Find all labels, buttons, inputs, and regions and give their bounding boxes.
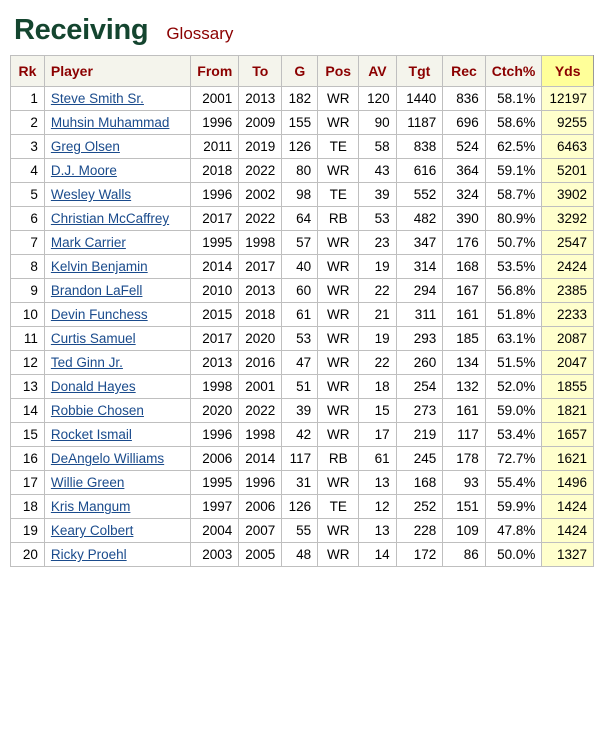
- cell-position: WR: [318, 399, 359, 423]
- cell-yards: 1855: [542, 375, 594, 399]
- cell-av: 61: [359, 447, 396, 471]
- cell-receptions: 134: [443, 351, 486, 375]
- cell-receptions: 185: [443, 327, 486, 351]
- cell-from: 1995: [191, 231, 239, 255]
- cell-catch-pct: 50.0%: [485, 543, 542, 567]
- cell-av: 19: [359, 255, 396, 279]
- player-link[interactable]: Rocket Ismail: [50, 427, 132, 442]
- cell-yards: 3902: [542, 183, 594, 207]
- cell-position: RB: [318, 447, 359, 471]
- cell-receptions: 178: [443, 447, 486, 471]
- cell-from: 2011: [191, 135, 239, 159]
- cell-targets: 172: [396, 543, 443, 567]
- table-row: [11, 495, 594, 519]
- cell-player: [44, 231, 190, 255]
- cell-games: 80: [282, 159, 318, 183]
- cell-to: 2013: [239, 87, 282, 111]
- cell-to: 2007: [239, 519, 282, 543]
- cell-player: [44, 519, 190, 543]
- cell-from: 2018: [191, 159, 239, 183]
- cell-catch-pct: 56.8%: [485, 279, 542, 303]
- cell-player: [44, 327, 190, 351]
- player-link[interactable]: Brandon LaFell: [50, 283, 143, 298]
- cell-yards: 1621: [542, 447, 594, 471]
- table-row: [11, 519, 594, 543]
- column-header-player[interactable]: Player: [44, 56, 190, 87]
- column-header-yds[interactable]: Yds: [542, 56, 594, 87]
- cell-position: WR: [318, 423, 359, 447]
- cell-position: WR: [318, 231, 359, 255]
- cell-to: 2022: [239, 399, 282, 423]
- cell-games: 155: [282, 111, 318, 135]
- cell-games: 98: [282, 183, 318, 207]
- column-header-av[interactable]: AV: [359, 56, 396, 87]
- cell-receptions: 176: [443, 231, 486, 255]
- cell-games: 57: [282, 231, 318, 255]
- cell-av: 58: [359, 135, 396, 159]
- cell-catch-pct: 59.9%: [485, 495, 542, 519]
- cell-av: 90: [359, 111, 396, 135]
- cell-rank: 1: [11, 87, 45, 111]
- cell-to: 2020: [239, 327, 282, 351]
- player-link[interactable]: D.J. Moore: [50, 163, 117, 178]
- cell-to: 2018: [239, 303, 282, 327]
- cell-from: 2006: [191, 447, 239, 471]
- cell-player: [44, 543, 190, 567]
- cell-av: 13: [359, 519, 396, 543]
- player-link[interactable]: DeAngelo Williams: [50, 451, 165, 466]
- column-header-rk[interactable]: Rk: [11, 56, 45, 87]
- cell-to: 2016: [239, 351, 282, 375]
- cell-from: 2001: [191, 87, 239, 111]
- cell-games: 40: [282, 255, 318, 279]
- cell-position: TE: [318, 495, 359, 519]
- player-link[interactable]: Steve Smith Sr.: [50, 91, 144, 106]
- cell-rank: 18: [11, 495, 45, 519]
- table-row: [11, 207, 594, 231]
- cell-games: 53: [282, 327, 318, 351]
- cell-targets: 293: [396, 327, 443, 351]
- cell-position: WR: [318, 375, 359, 399]
- player-link[interactable]: Devin Funchess: [50, 307, 148, 322]
- cell-player: [44, 447, 190, 471]
- cell-catch-pct: 47.8%: [485, 519, 542, 543]
- cell-from: 1996: [191, 183, 239, 207]
- cell-player: [44, 135, 190, 159]
- cell-position: WR: [318, 327, 359, 351]
- cell-rank: 17: [11, 471, 45, 495]
- cell-from: 1998: [191, 375, 239, 399]
- player-link[interactable]: Willie Green: [50, 475, 125, 490]
- table-row: [11, 471, 594, 495]
- player-link[interactable]: Robbie Chosen: [50, 403, 144, 418]
- cell-rank: 13: [11, 375, 45, 399]
- cell-targets: 1440: [396, 87, 443, 111]
- cell-yards: 5201: [542, 159, 594, 183]
- table-row: [11, 351, 594, 375]
- cell-player: [44, 87, 190, 111]
- cell-player: [44, 399, 190, 423]
- cell-rank: 3: [11, 135, 45, 159]
- cell-yards: 1424: [542, 519, 594, 543]
- cell-from: 2014: [191, 255, 239, 279]
- cell-targets: 482: [396, 207, 443, 231]
- cell-catch-pct: 63.1%: [485, 327, 542, 351]
- cell-games: 31: [282, 471, 318, 495]
- column-header-tgt[interactable]: Tgt: [396, 56, 443, 87]
- table-row: [11, 111, 594, 135]
- cell-from: 2010: [191, 279, 239, 303]
- cell-games: 55: [282, 519, 318, 543]
- cell-games: 126: [282, 135, 318, 159]
- cell-av: 22: [359, 351, 396, 375]
- cell-games: 47: [282, 351, 318, 375]
- cell-from: 1996: [191, 423, 239, 447]
- cell-yards: 1821: [542, 399, 594, 423]
- cell-yards: 3292: [542, 207, 594, 231]
- table-row: [11, 375, 594, 399]
- cell-yards: 6463: [542, 135, 594, 159]
- cell-catch-pct: 62.5%: [485, 135, 542, 159]
- cell-av: 23: [359, 231, 396, 255]
- cell-av: 17: [359, 423, 396, 447]
- cell-from: 1995: [191, 471, 239, 495]
- cell-position: WR: [318, 111, 359, 135]
- cell-position: WR: [318, 471, 359, 495]
- table-row: [11, 447, 594, 471]
- cell-games: 64: [282, 207, 318, 231]
- cell-games: 182: [282, 87, 318, 111]
- cell-to: 2009: [239, 111, 282, 135]
- player-link[interactable]: Curtis Samuel: [50, 331, 136, 346]
- cell-rank: 7: [11, 231, 45, 255]
- cell-receptions: 132: [443, 375, 486, 399]
- cell-from: 1996: [191, 111, 239, 135]
- table-row: [11, 543, 594, 567]
- cell-from: 2015: [191, 303, 239, 327]
- cell-av: 43: [359, 159, 396, 183]
- cell-catch-pct: 53.4%: [485, 423, 542, 447]
- cell-to: 2002: [239, 183, 282, 207]
- cell-catch-pct: 72.7%: [485, 447, 542, 471]
- cell-targets: 219: [396, 423, 443, 447]
- cell-targets: 347: [396, 231, 443, 255]
- cell-from: 2017: [191, 207, 239, 231]
- cell-to: 2017: [239, 255, 282, 279]
- page-title: Receiving: [14, 14, 149, 46]
- cell-from: 2017: [191, 327, 239, 351]
- cell-yards: 2385: [542, 279, 594, 303]
- table-row: [11, 231, 594, 255]
- column-header-to[interactable]: To: [239, 56, 282, 87]
- cell-to: 1996: [239, 471, 282, 495]
- cell-to: 2022: [239, 159, 282, 183]
- cell-rank: 20: [11, 543, 45, 567]
- cell-games: 51: [282, 375, 318, 399]
- player-link[interactable]: Christian McCaffrey: [50, 211, 170, 226]
- cell-catch-pct: 59.1%: [485, 159, 542, 183]
- cell-receptions: 109: [443, 519, 486, 543]
- player-link[interactable]: Mark Carrier: [50, 235, 126, 250]
- cell-targets: 552: [396, 183, 443, 207]
- cell-to: 2013: [239, 279, 282, 303]
- table-row: [11, 135, 594, 159]
- cell-rank: 14: [11, 399, 45, 423]
- column-header-from[interactable]: From: [191, 56, 239, 87]
- cell-receptions: 168: [443, 255, 486, 279]
- cell-player: [44, 495, 190, 519]
- column-header-g[interactable]: G: [282, 56, 318, 87]
- cell-yards: 9255: [542, 111, 594, 135]
- table-row: [11, 255, 594, 279]
- cell-av: 18: [359, 375, 396, 399]
- table-row: [11, 279, 594, 303]
- cell-catch-pct: 52.0%: [485, 375, 542, 399]
- cell-av: 22: [359, 279, 396, 303]
- cell-yards: 1657: [542, 423, 594, 447]
- player-link[interactable]: Kelvin Benjamin: [50, 259, 148, 274]
- cell-from: 2020: [191, 399, 239, 423]
- cell-receptions: 696: [443, 111, 486, 135]
- glossary-link[interactable]: Glossary: [166, 24, 234, 43]
- cell-games: 60: [282, 279, 318, 303]
- player-link[interactable]: Greg Olsen: [50, 139, 120, 154]
- cell-player: [44, 375, 190, 399]
- cell-to: 2019: [239, 135, 282, 159]
- cell-yards: 1424: [542, 495, 594, 519]
- player-link[interactable]: Ted Ginn Jr.: [50, 355, 123, 370]
- cell-catch-pct: 50.7%: [485, 231, 542, 255]
- cell-position: WR: [318, 279, 359, 303]
- column-header-rec[interactable]: Rec: [443, 56, 486, 87]
- player-link[interactable]: Donald Hayes: [50, 379, 136, 394]
- table-row: [11, 159, 594, 183]
- cell-targets: 260: [396, 351, 443, 375]
- column-header-pos[interactable]: Pos: [318, 56, 359, 87]
- cell-targets: 168: [396, 471, 443, 495]
- cell-to: 2022: [239, 207, 282, 231]
- cell-player: [44, 303, 190, 327]
- cell-to: 2001: [239, 375, 282, 399]
- cell-player: [44, 183, 190, 207]
- cell-position: WR: [318, 519, 359, 543]
- player-link[interactable]: Muhsin Muhammad: [50, 115, 170, 130]
- player-link[interactable]: Keary Colbert: [50, 523, 134, 538]
- cell-av: 19: [359, 327, 396, 351]
- cell-from: 1997: [191, 495, 239, 519]
- cell-rank: 4: [11, 159, 45, 183]
- cell-player: [44, 111, 190, 135]
- cell-position: TE: [318, 135, 359, 159]
- cell-catch-pct: 58.1%: [485, 87, 542, 111]
- cell-catch-pct: 58.6%: [485, 111, 542, 135]
- cell-games: 126: [282, 495, 318, 519]
- cell-player: [44, 471, 190, 495]
- cell-targets: 252: [396, 495, 443, 519]
- cell-catch-pct: 58.7%: [485, 183, 542, 207]
- player-link[interactable]: Kris Mangum: [50, 499, 131, 514]
- cell-games: 42: [282, 423, 318, 447]
- cell-receptions: 86: [443, 543, 486, 567]
- cell-rank: 19: [11, 519, 45, 543]
- cell-yards: 2087: [542, 327, 594, 351]
- cell-targets: 273: [396, 399, 443, 423]
- cell-player: [44, 207, 190, 231]
- cell-rank: 10: [11, 303, 45, 327]
- cell-av: 12: [359, 495, 396, 519]
- cell-player: [44, 351, 190, 375]
- cell-position: WR: [318, 351, 359, 375]
- cell-receptions: 167: [443, 279, 486, 303]
- cell-rank: 5: [11, 183, 45, 207]
- cell-position: WR: [318, 303, 359, 327]
- cell-yards: 2047: [542, 351, 594, 375]
- cell-position: WR: [318, 543, 359, 567]
- cell-to: 2005: [239, 543, 282, 567]
- cell-rank: 16: [11, 447, 45, 471]
- table-row: [11, 303, 594, 327]
- cell-rank: 15: [11, 423, 45, 447]
- cell-catch-pct: 51.5%: [485, 351, 542, 375]
- cell-games: 48: [282, 543, 318, 567]
- cell-catch-pct: 59.0%: [485, 399, 542, 423]
- cell-position: TE: [318, 183, 359, 207]
- cell-av: 53: [359, 207, 396, 231]
- cell-receptions: 524: [443, 135, 486, 159]
- cell-to: 2014: [239, 447, 282, 471]
- table-body: [11, 87, 594, 567]
- table-row: [11, 327, 594, 351]
- cell-rank: 12: [11, 351, 45, 375]
- cell-player: [44, 159, 190, 183]
- cell-rank: 11: [11, 327, 45, 351]
- table-header-row: [11, 56, 594, 87]
- cell-catch-pct: 53.5%: [485, 255, 542, 279]
- cell-rank: 2: [11, 111, 45, 135]
- cell-player: [44, 279, 190, 303]
- column-header-ctch-pct[interactable]: Ctch%: [485, 56, 542, 87]
- cell-rank: 9: [11, 279, 45, 303]
- cell-receptions: 836: [443, 87, 486, 111]
- cell-receptions: 161: [443, 303, 486, 327]
- cell-targets: 254: [396, 375, 443, 399]
- cell-to: 1998: [239, 231, 282, 255]
- cell-targets: 616: [396, 159, 443, 183]
- cell-targets: 294: [396, 279, 443, 303]
- cell-rank: 6: [11, 207, 45, 231]
- table-row: [11, 87, 594, 111]
- cell-to: 1998: [239, 423, 282, 447]
- receiving-stats-table: [10, 55, 594, 567]
- cell-receptions: 390: [443, 207, 486, 231]
- cell-player: [44, 255, 190, 279]
- cell-yards: 2547: [542, 231, 594, 255]
- cell-receptions: 93: [443, 471, 486, 495]
- page-header: [8, 10, 592, 55]
- cell-targets: 1187: [396, 111, 443, 135]
- cell-from: 2003: [191, 543, 239, 567]
- cell-receptions: 364: [443, 159, 486, 183]
- cell-av: 15: [359, 399, 396, 423]
- cell-catch-pct: 51.8%: [485, 303, 542, 327]
- player-link[interactable]: Wesley Walls: [50, 187, 132, 202]
- cell-from: 2004: [191, 519, 239, 543]
- cell-yards: 1496: [542, 471, 594, 495]
- player-link[interactable]: Ricky Proehl: [50, 547, 127, 562]
- cell-to: 2006: [239, 495, 282, 519]
- cell-yards: 2424: [542, 255, 594, 279]
- cell-from: 2013: [191, 351, 239, 375]
- cell-targets: 245: [396, 447, 443, 471]
- cell-player: [44, 423, 190, 447]
- cell-receptions: 151: [443, 495, 486, 519]
- cell-rank: 8: [11, 255, 45, 279]
- cell-yards: 12197: [542, 87, 594, 111]
- cell-games: 61: [282, 303, 318, 327]
- cell-position: WR: [318, 255, 359, 279]
- cell-catch-pct: 55.4%: [485, 471, 542, 495]
- cell-position: WR: [318, 159, 359, 183]
- cell-targets: 228: [396, 519, 443, 543]
- cell-receptions: 117: [443, 423, 486, 447]
- cell-yards: 2233: [542, 303, 594, 327]
- cell-receptions: 161: [443, 399, 486, 423]
- cell-targets: 311: [396, 303, 443, 327]
- cell-catch-pct: 80.9%: [485, 207, 542, 231]
- cell-receptions: 324: [443, 183, 486, 207]
- cell-games: 117: [282, 447, 318, 471]
- cell-targets: 314: [396, 255, 443, 279]
- cell-av: 39: [359, 183, 396, 207]
- table-row: [11, 399, 594, 423]
- cell-position: WR: [318, 87, 359, 111]
- cell-av: 13: [359, 471, 396, 495]
- cell-targets: 838: [396, 135, 443, 159]
- cell-av: 21: [359, 303, 396, 327]
- table-row: [11, 183, 594, 207]
- cell-position: RB: [318, 207, 359, 231]
- cell-av: 14: [359, 543, 396, 567]
- cell-games: 39: [282, 399, 318, 423]
- cell-av: 120: [359, 87, 396, 111]
- table-row: [11, 423, 594, 447]
- cell-yards: 1327: [542, 543, 594, 567]
